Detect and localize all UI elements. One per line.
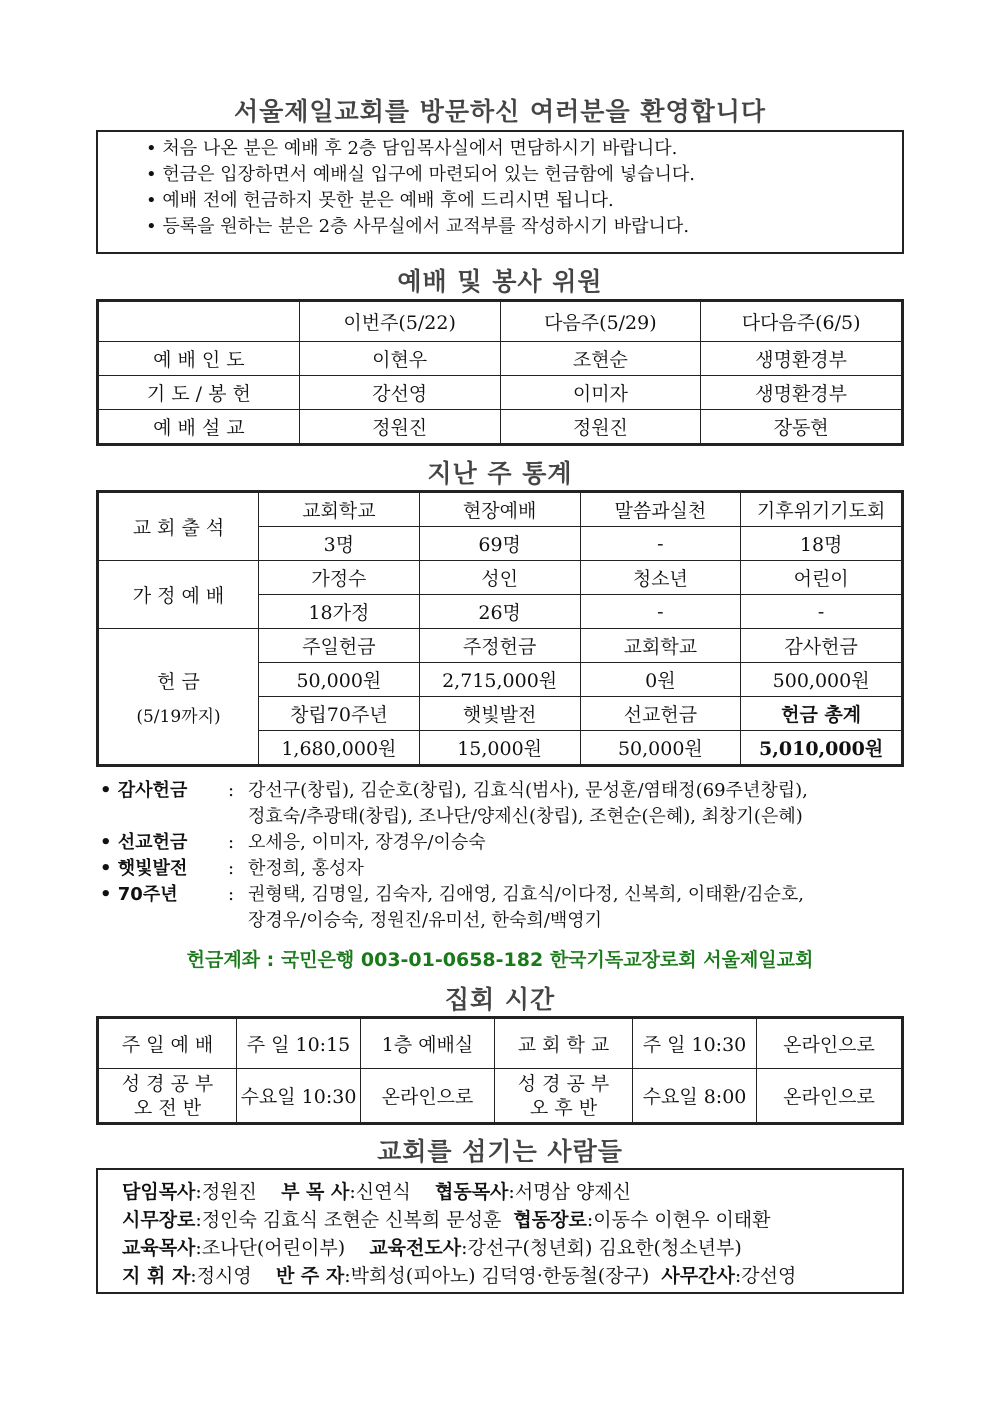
service-title: 예배 및 봉사 위원 [397, 267, 603, 296]
service-table [96, 299, 904, 446]
table-row: 성 경 공 부 오 전 반 수요일 10:30 온라인으로 성 경 공 부 오 후 반 수요일 8:00 온라인으로 [99, 1069, 902, 1123]
staff-line: 지 휘 자:정시영 반 주 자:박희성(피아노) 김덕영·한동철(장구) 사무간사:강선영 [122, 1265, 797, 1287]
donor-70th: • 70주년 : 권형택, 김명일, 김숙자, 김애영, 김효식/이다정, 신복희, 이태환/김순호, 장경우/이승숙, 정원진/유미선, 한숙희/백영기 [100, 884, 804, 931]
staff-line: 교육목사:조나단(어린이부) 교육전도사:강선구(청년회) 김요한(청소년부) [122, 1237, 742, 1259]
offering-total-header: 헌금 총계 [741, 697, 902, 731]
table-row: 예 배 설 교 정원진 정원진 장동현 [99, 410, 902, 444]
welcome-item: • 헌금은 입장하면서 예배실 입구에 마련되어 있는 헌금함에 넣습니다. [146, 164, 695, 185]
meetings-table [96, 1016, 904, 1125]
donor-solar: • 햇빛발전 : 한정희, 홍성자 [100, 858, 364, 879]
staff-title: 교회를 섬기는 사람들 [377, 1137, 623, 1166]
service-header-this-week: 이번주(5/22) [299, 302, 500, 342]
service-header-empty [99, 302, 300, 342]
welcome-box [96, 130, 904, 254]
stats-title: 지난 주 통계 [427, 459, 573, 488]
donor-thanks: • 감사헌금 : 강선구(창립), 김순호(창립), 김효식(범사), 문성훈/염태정(69주년창립), 정효숙/추광태(창립), 조나단/양제신(창립), 조현순(은혜), 최창기(은혜) [100, 780, 808, 827]
offering-account: 헌금계좌 : 국민은행 003-01-0658-182 한국기독교장로회 서울제일교회 [186, 949, 814, 971]
donor-mission: • 선교헌금 : 오세응, 이미자, 장경우/이승숙 [100, 832, 486, 853]
offering-label: 헌 금 (5/19까지) [99, 629, 259, 765]
offering-total-value: 5,010,000원 [741, 731, 902, 765]
stats-table: 교 회 출 석 교회학교 현장예배 말씀과실천 기후위기기도회 3명 69명 - 18명 가 정 예 배 가정수 성인 청소년 어린이 18가정 26명 - - 헌 금 (5/19까지) 주일헌금 주정헌금 교회학교 감사헌금 50,000원 2,715,000원 0원 500,000원 창립70주년 햇빛발전 선교헌금 헌금 총계 1,680,000원 15,000원 50,000원 5,010,000원 [96, 490, 904, 767]
service-header-next-week: 다음주(5/29) [500, 302, 701, 342]
donor-list [100, 778, 908, 934]
staff-line: 시무장로:정인숙 김효식 조현순 신복희 문성훈 협동장로:이동수 이현우 이태환 [122, 1209, 771, 1231]
staff-line: 담임목사:정원진 부 목 사:신연식 협동목사:서명삼 양제신 [122, 1181, 631, 1203]
welcome-item: • 예배 전에 헌금하지 못한 분은 예배 후에 드리시면 됩니다. [146, 190, 614, 211]
welcome-title: 서울제일교회를 방문하신 여러분을 환영합니다 [233, 97, 767, 126]
welcome-item: • 등록을 원하는 분은 2층 사무실에서 교적부를 작성하시기 바랍니다. [146, 216, 690, 237]
table-row: 주 일 예 배 주 일 10:15 1층 예배실 교 회 학 교 주 일 10:30 온라인으로 [99, 1019, 902, 1069]
meetings-title: 집회 시간 [444, 985, 556, 1014]
welcome-item: • 처음 나온 분은 예배 후 2층 담임목사실에서 면담하시기 바랍니다. [146, 138, 678, 159]
service-header-week-after: 다다음주(6/5) [701, 302, 902, 342]
staff-box [96, 1168, 904, 1294]
table-row: 예 배 인 도 이현우 조현순 생명환경부 [99, 342, 902, 376]
attendance-label: 교 회 출 석 [99, 493, 259, 561]
home-worship-label: 가 정 예 배 [99, 561, 259, 629]
welcome-list [98, 132, 902, 240]
table-row: 기 도 / 봉 헌 강선영 이미자 생명환경부 [99, 376, 902, 410]
